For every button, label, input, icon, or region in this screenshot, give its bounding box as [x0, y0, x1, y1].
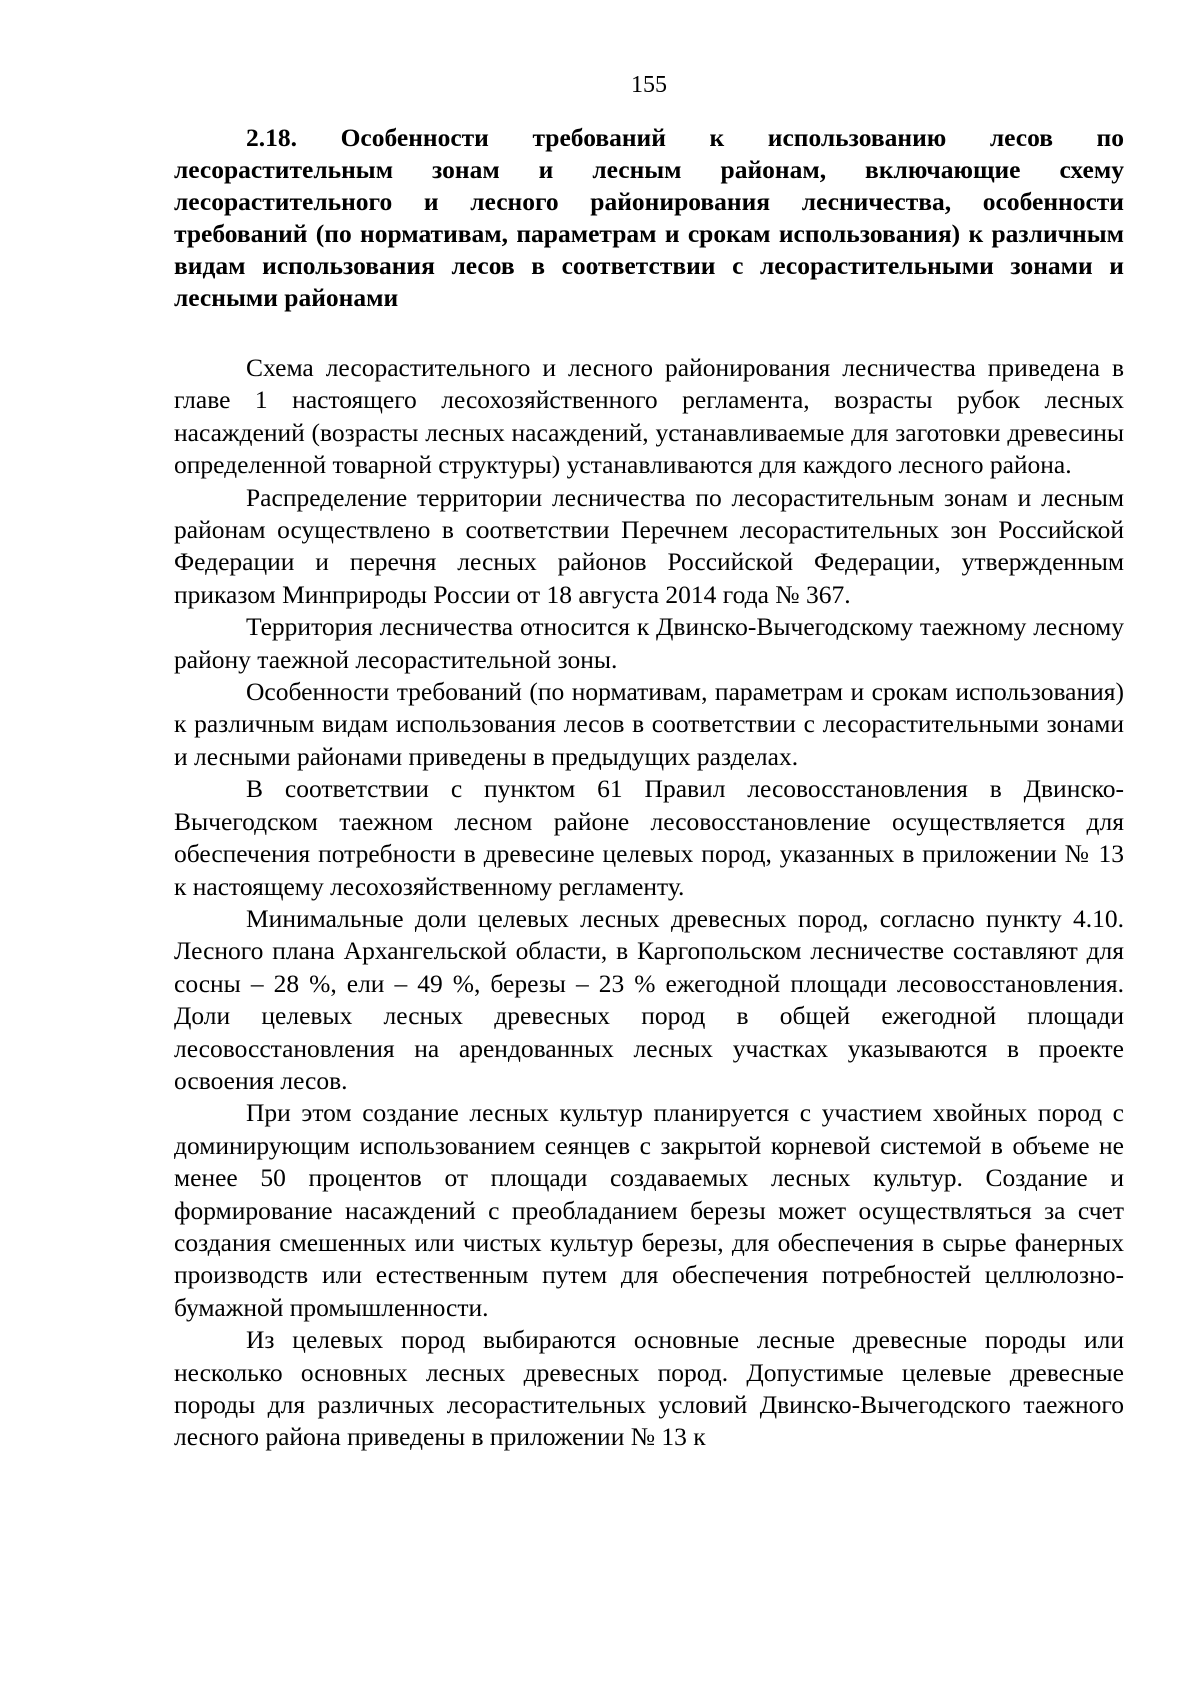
document-page [174, 70, 1124, 1454]
paragraph-zoning-scheme: Схема лесорастительного и лесного районирования лесничества приведена в главе 1 настоящего лесохозяйственного регламента, возрасты рубок лесных насаждений (возрасты лесных насаждений, устанавливаемые для заготовки древесины определенной товарной структуры) устанавливаются для каждого лесного района. [174, 353, 1124, 480]
page-number: 155 [631, 72, 667, 98]
paragraph-forest-cultures: При этом создание лесных культур планируется с участием хвойных пород с доминирующим использованием сеянцев с закрытой корневой системой в объеме не менее 50 процентов от площади создаваемых лесных культур. Создание и формирование насаждений с преобладанием березы может осуществляться за счет создания смешенных или чистых культур березы, для обеспечения в сырье фанерных производств или естественным путем для обеспечения потребностей целлюлозно-бумажной промышленности. [174, 1098, 1124, 1322]
paragraph-target-species-shares: Минимальные доли целевых лесных древесных пород, согласно пункту 4.10. Лесного плана Архангельской области, в Каргопольском лесничестве составляют для сосны – 28 %, ели – 49 %, березы – 23 % ежегодной площади лесовосстановления. Доли целевых лесных древесных пород в общей ежегодной площади лесовосстановления на арендованных лесных участках указываются в проекте освоения лесов. [174, 903, 1124, 1095]
paragraph-forest-district: Территория лесничества относится к Двинско-Вычегодскому таежному лесному району таежной лесорастительной зоны. [174, 612, 1124, 674]
paragraph-reforestation-rules: В соответствии с пунктом 61 Правил лесовосстановления в Двинско-Вычегодском таежном лесном районе лесовосстановление осуществляется для обеспечения потребности в древесине целевых пород, указанных в приложении № 13 к настоящему лесохозяйственному регламенту. [174, 774, 1124, 901]
paragraph-territory-distribution: Распределение территории лесничества по лесорастительным зонам и лесным районам осуществлено в соответствии Перечнем лесорастительных зон Российской Федерации и перечня лесных районов Российской Федерации, утвержденным приказом Минприроды России от 18 августа 2014 года № 367. [174, 482, 1124, 609]
paragraph-target-species-selection: Из целевых пород выбираются основные лесные древесные породы или несколько основных лесных древесных пород. Допустимые целевые древесные породы для различных лесорастительных условий Двинско-Вычегодского таежного лесного района приведены в приложении № 13 к [174, 1325, 1124, 1452]
section-heading: 2.18. Особенности требований к использованию лесов по лесорастительным зонам и лесным районам, включающие схему лесорастительного и лесного районирования лесничества, особенности требований (по нормативам, параметрам и срокам использования) к различным видам использования лесов в соответствии с лесорастительными зонами и лесными районами [174, 123, 1124, 312]
paragraph-requirements: Особенности требований (по нормативам, параметрам и срокам использования) к различным видам использования лесов в соответствии с лесорастительными зонами и лесными районами приведены в предыдущих разделах. [174, 677, 1124, 771]
